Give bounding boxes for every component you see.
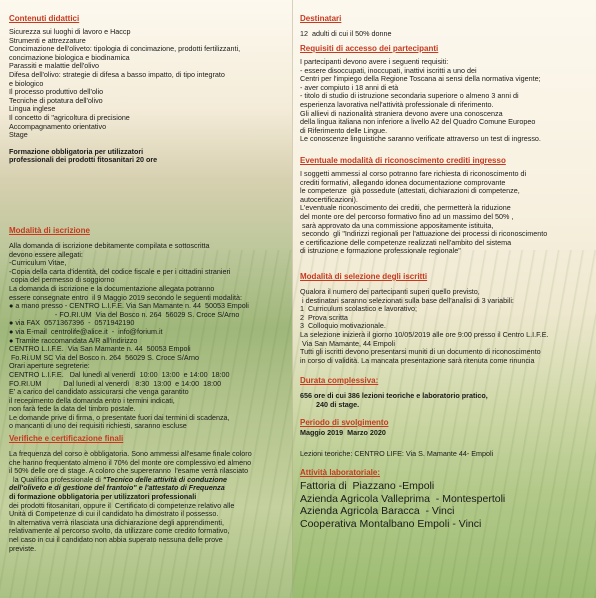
contenuti-list	[9, 28, 289, 140]
verifiche-line: In alternativa verrà rilasciata una dichiarazione degli apprendimenti,	[9, 517, 224, 527]
verifiche-line: dei prodotti fitosanitari, oppure il Certificato di competenze relativo alle	[9, 500, 235, 510]
iscrizione-line: La domanda di iscrizione e la documentazione allegata potranno	[9, 283, 215, 293]
selezione-line: 1 Curriculum scolastico e lavorativo;	[300, 304, 418, 314]
formazione-obbligatoria	[9, 148, 289, 165]
iscrizione-line: il recepimento della domanda entro i termini indicati,	[9, 395, 175, 405]
iscrizione-body	[9, 242, 291, 431]
contenuti-line: Difesa dell'olivo: strategie di difesa a basso impatto, di tipo integrato	[9, 69, 225, 79]
iscrizione-title: Modalità di iscrizione	[9, 226, 90, 235]
verifiche-body	[9, 450, 291, 553]
contenuti-line: Lingua inglese	[9, 104, 56, 114]
contenuti-title: Contenuti didattici	[9, 14, 80, 23]
section-crediti	[300, 156, 592, 256]
verifiche-line: relativamente al percorso svolto, da utilizzare come credito formativo,	[9, 526, 230, 536]
durata-title: Durata complessiva:	[300, 376, 379, 385]
section-iscrizione	[9, 226, 291, 431]
selezione-line: 2 Prova scritta	[300, 312, 348, 322]
section-periodo	[300, 418, 592, 458]
section-durata	[300, 376, 592, 409]
verifiche-line: Unità di Competenze di cui il candidato ha dimostrato il possesso.	[9, 509, 219, 519]
selezione-line: Qualora il numero dei partecipanti superi quello previsto,	[300, 287, 480, 296]
qualifica-title: "Tecnico delle attività di conduzione	[102, 474, 228, 484]
crediti-title: Eventuale modalità di riconoscimento crediti ingresso	[300, 156, 506, 165]
iscrizione-line: Fo.Ri.UM SC Via del Bosco n. 264 56029 S. Croce S/Arno	[9, 352, 200, 362]
periodo-lezioni: Lezioni teoriche: CENTRO LIFE: Via S. Mamante 44- Empoli	[300, 448, 494, 458]
section-contenuti	[9, 14, 289, 165]
section-attivita	[300, 468, 592, 530]
periodo-dates: Maggio 2019 Marzo 2020	[300, 428, 386, 437]
durata-line: 240 di stage.	[316, 399, 360, 409]
requisiti-line: - titolo di studio di istruzione secondaria superiore o almeno 3 anni di	[300, 91, 519, 101]
iscrizione-line: Orari aperture segreterie:	[9, 361, 90, 371]
crediti-line: le competenze già possedute (attestati, dichiarazioni di competenze,	[300, 186, 520, 196]
verifiche-title: Verifiche e certificazione finali	[9, 434, 124, 443]
destinatari-text: 12 adulti di cui il 50% donne	[300, 29, 392, 38]
iscrizione-line: E' a carico del candidato assicurarsi che venga garantito	[9, 387, 189, 397]
contenuti-line: Accompagnamento orientativo	[9, 121, 107, 131]
crediti-line: e certificazione delle competenze realizzati nell'ambito del sistema	[300, 237, 512, 247]
selezione-line: Tutti gli iscritti devono presentarsi muniti di un documento di riconoscimento	[300, 347, 541, 357]
iscrizione-line: Le domande prive di firma, o presentate fuori dai termini di scadenza,	[9, 412, 230, 422]
durata-line: 656 ore di cui 386 lezioni teoriche e laboratorio pratico,	[300, 391, 488, 400]
iscrizione-line: copia del permesso di soggiorno	[9, 275, 115, 285]
section-selezione	[300, 272, 592, 365]
selezione-title: Modalità di selezione degli iscritti	[300, 272, 428, 281]
selezione-line: in corso di validità. La mancata presentazione sarà ritenuta come rinuncia	[300, 355, 535, 365]
selezione-line: Via San Mamante, 44 Empoli	[300, 338, 395, 348]
formazione-line: professionali dei prodotti fitosanitari 20 ore	[9, 155, 158, 165]
requisiti-line: Gli allievi di nazionalità straniera devono avere una conoscenza	[300, 108, 503, 118]
crediti-line: di istruzione e formazione professionale regionale"	[300, 246, 461, 256]
contenuti-line: Sicurezza sui luoghi di lavoro e Haccp	[9, 27, 131, 36]
iscrizione-line: ● Tramite raccomandata A/R all'indirizzo	[9, 335, 138, 345]
contenuti-line: Tecniche di potatura dell'olivo	[9, 95, 103, 105]
verifiche-line: nel caso in cui il candidato non abbia superato nessuna delle prove	[9, 534, 223, 544]
selezione-line: 3 Colloquio motivazionale.	[300, 321, 386, 331]
selezione-line: La selezione inizierà il giorno 10/05/2019 alle ore 9:00 presso il Centro L.I.F.E.	[300, 329, 549, 339]
iscrizione-line: ● a mano presso - CENTRO L.I.F.E. Via San Mamante n. 44 50053 Empoli	[9, 301, 249, 311]
verifiche-line: il 50% delle ore di stage. A coloro che supereranno l'esame verrà rilasciato	[9, 466, 249, 476]
verifiche-line: dell'oliveto e di gestione del frantoio" e l'attestato di Frequenza	[9, 483, 225, 493]
requisiti-line: - essere disoccupati, inoccupati, inattivi iscritti a uno dei	[300, 65, 477, 75]
contenuti-line: Il concetto di "agricoltura di precisione	[9, 112, 130, 122]
iscrizione-line: CENTRO L.I.F.E. Via San Mamante n. 44 50053 Empoli	[9, 344, 191, 354]
attivita-item: Azienda Agricola Baracca - Vinci	[300, 505, 455, 517]
iscrizione-line: CENTRO L.I.F.E. Dal lunedì al venerdì 10:00 13:00 e 14:00 18:00	[9, 369, 230, 379]
contenuti-line: concimazione biologica e biodinamica	[9, 52, 130, 62]
iscrizione-line: Alla domanda di iscrizione debitamente compilata e sottoscritta	[9, 241, 210, 250]
iscrizione-line: -Curriculum Vitae,	[9, 258, 67, 268]
iscrizione-line: essere consegnate entro il 9 Maggio 2019 secondo le seguenti modalità:	[9, 292, 242, 302]
periodo-title: Periodo di svolgimento	[300, 418, 389, 427]
requisiti-title: Requisiti di accesso dei partecipanti	[300, 44, 439, 53]
destinatari-title: Destinatari	[300, 14, 342, 23]
contenuti-line: Concimazione dell'oliveto: tipologia di concimazione, prodotti fertilizzanti,	[9, 44, 241, 54]
requisiti-body	[300, 58, 592, 144]
iscrizione-line: FO.RI.UM Dal lunedì al venerdì 8:30 13:00 e 14:00 18:00	[9, 378, 222, 388]
crediti-line: del monte ore del percorso formativo fino ad un massimo del 50% ,	[300, 211, 514, 221]
requisiti-line: - aver compiuto i 18 anni di età	[300, 82, 399, 92]
crediti-line: sarà approvato da una commissione appositamente istituita,	[300, 220, 494, 230]
section-verifiche	[9, 434, 291, 553]
attivita-item: Fattoria di Piazzano -Empoli	[300, 480, 435, 492]
attivita-item: Cooperativa Montalbano Empoli - Vinci	[300, 517, 482, 530]
verifiche-line: previste.	[9, 543, 37, 553]
selezione-line: i destinatari saranno selezionati sulla base dell'analisi di 3 variabili:	[300, 295, 514, 305]
attivita-title: Attività laboratoriale:	[300, 468, 381, 477]
requisiti-line: della lingua italiana non inferiore a livello A2 del Quadro Comune Europeo	[300, 117, 536, 127]
formazione-line: Formazione obbligatoria per utilizzatori	[9, 146, 144, 156]
crediti-line: crediti formativi, allegando idonea documentazione comprovante	[300, 177, 506, 187]
crediti-line: autocertificazioni).	[300, 194, 358, 204]
section-destinatari	[300, 14, 592, 39]
contenuti-line: Stage	[9, 130, 28, 140]
attivita-item: Azienda Agricola Valleprima - Montespertoli	[300, 492, 506, 505]
contenuti-line: e biologico	[9, 78, 44, 88]
requisiti-line: esperienza lavorativa nell'attività professionale di riferimento.	[300, 99, 494, 109]
iscrizione-line: non farà fede la data del timbro postale.	[9, 404, 136, 414]
requisiti-line: Centri per l'impiego della Regione Toscana ai sensi della normativa vigente;	[300, 74, 541, 84]
contenuti-line: Parassiti e malattie dell'olivo	[9, 61, 100, 71]
verifiche-line: che hanno frequentato almeno il 70% del monte ore complessivo ed almeno	[9, 457, 252, 467]
iscrizione-line: ● via E-mail centrolife@alice.it - info@forium.it	[9, 326, 163, 336]
iscrizione-line: o mancanti di uno dei requisiti richiesti, saranno escluse	[9, 421, 187, 431]
requisiti-line: I partecipanti devono avere i seguenti requisiti:	[300, 57, 449, 66]
crediti-line: secondo gli "Indirizzi regionali per l'attuazione dei processi di riconoscimento	[300, 229, 548, 239]
column-divider	[292, 0, 293, 598]
attivita-list	[300, 480, 592, 530]
crediti-body	[300, 170, 592, 256]
iscrizione-line: - FO.RI.UM Via del Bosco n. 264 56029 S. Croce S/Arno	[9, 309, 240, 319]
verifiche-line: di formazione obbligatoria per utilizzatori professionali	[9, 491, 197, 501]
verifiche-line: la Qualifica professionale di	[9, 474, 103, 484]
iscrizione-line: -Copia della carta d'identità, del codice fiscale e per i cittadini stranieri	[9, 266, 231, 276]
requisiti-line: Le conoscenze linguistiche saranno verificate attraverso un test di ingresso.	[300, 134, 541, 144]
requisiti-line: di Riferimento delle Lingue.	[300, 125, 388, 135]
iscrizione-line: devono essere allegati:	[9, 249, 83, 259]
section-requisiti	[300, 44, 592, 144]
durata-body	[300, 392, 592, 409]
iscrizione-line: ● via FAX 0571367396 - 0571942190	[9, 318, 135, 328]
verifiche-line: La frequenza del corso è obbligatoria. Sono ammessi all'esame finale coloro	[9, 449, 252, 458]
crediti-line: L'eventuale riconoscimento dei crediti, che permetterà la riduzione	[300, 203, 511, 213]
crediti-line: I soggetti ammessi al corso potranno fare richiesta di riconoscimento di	[300, 169, 527, 178]
contenuti-line: Strumenti e attrezzature	[9, 35, 86, 45]
selezione-body	[300, 288, 592, 365]
contenuti-line: Il processo produttivo dell'olio	[9, 87, 104, 97]
